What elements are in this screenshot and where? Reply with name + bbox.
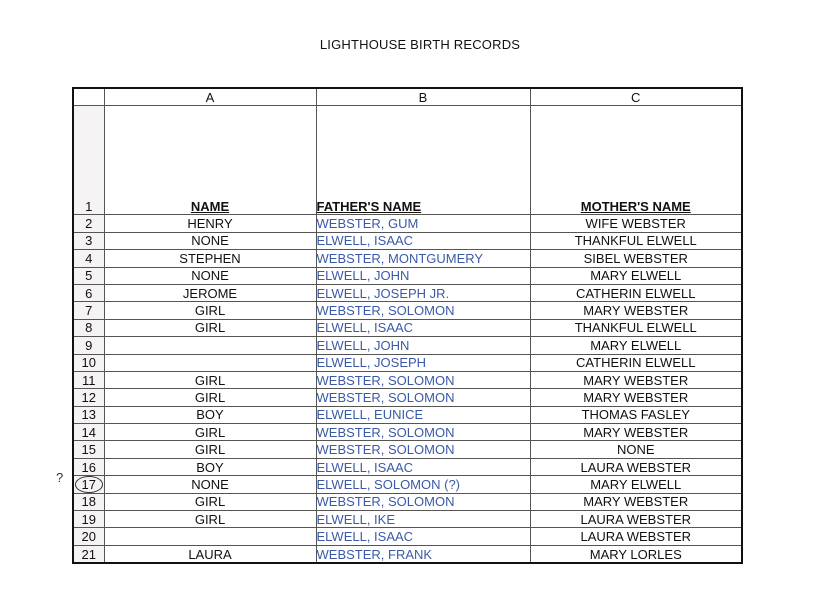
table-row: [73, 476, 742, 493]
name-cell: [104, 337, 316, 354]
row-number: 8: [73, 319, 104, 336]
corner-cell: [73, 88, 104, 106]
mother-name-cell: LAURA WEBSTER: [530, 511, 742, 528]
row-number: 12: [73, 389, 104, 406]
circled-row-number: 17: [75, 476, 103, 493]
table-row: [73, 267, 742, 284]
row-number: 20: [73, 528, 104, 545]
birth-records-table: [72, 87, 743, 564]
table-row: [73, 337, 742, 354]
name-cell: STEPHEN: [104, 250, 316, 267]
name-header: NAME: [190, 199, 230, 215]
name-cell: GIRL: [104, 371, 316, 388]
table-row: [73, 389, 742, 406]
row-number: 18: [73, 493, 104, 510]
father-name-cell: WEBSTER, SOLOMON: [316, 424, 530, 441]
father-name-cell: WEBSTER, FRANK: [316, 545, 530, 563]
row-number: 13: [73, 406, 104, 423]
row-number: 3: [73, 232, 104, 249]
mother-name-cell: THOMAS FASLEY: [530, 406, 742, 423]
name-cell: LAURA: [104, 545, 316, 563]
father-name-cell: ELWELL, ISAAC: [316, 232, 530, 249]
row-number: 4: [73, 250, 104, 267]
father-name-cell: WEBSTER, SOLOMON: [316, 302, 530, 319]
mother-name-cell: MARY ELWELL: [530, 476, 742, 493]
table-row: [73, 441, 742, 458]
father-name-cell: WEBSTER, MONTGUMERY: [316, 250, 530, 267]
mother-name-cell: NONE: [530, 441, 742, 458]
name-cell: GIRL: [104, 319, 316, 336]
column-header-a: A: [104, 88, 316, 106]
table-row: [73, 302, 742, 319]
name-cell: NONE: [104, 476, 316, 493]
mother-name-cell: MARY WEBSTER: [530, 302, 742, 319]
mother-name-cell: MARY WEBSTER: [530, 389, 742, 406]
name-cell: GIRL: [104, 493, 316, 510]
name-header-cell: [104, 106, 316, 215]
mother-name-cell: CATHERIN ELWELL: [530, 354, 742, 371]
father-name-cell: ELWELL, IKE: [316, 511, 530, 528]
father-name-cell: WEBSTER, SOLOMON: [316, 441, 530, 458]
mother-header: MOTHER'S NAME: [580, 199, 691, 215]
table-row: [73, 528, 742, 545]
name-cell: NONE: [104, 232, 316, 249]
father-name-cell: WEBSTER, GUM: [316, 215, 530, 232]
mother-name-cell: THANKFUL ELWELL: [530, 232, 742, 249]
row-number: 14: [73, 424, 104, 441]
mother-name-cell: MARY ELWELL: [530, 267, 742, 284]
name-cell: JEROME: [104, 284, 316, 301]
row-number: [73, 476, 104, 493]
father-name-cell: WEBSTER, SOLOMON: [316, 371, 530, 388]
mother-name-cell: CATHERIN ELWELL: [530, 284, 742, 301]
father-name-cell: WEBSTER, SOLOMON: [316, 493, 530, 510]
field-header-row: [73, 106, 742, 215]
name-cell: [104, 528, 316, 545]
table-row: [73, 354, 742, 371]
father-name-cell: ELWELL, JOSEPH JR.: [316, 284, 530, 301]
father-name-cell: WEBSTER, SOLOMON: [316, 389, 530, 406]
mother-name-cell: MARY WEBSTER: [530, 493, 742, 510]
mother-name-cell: MARY LORLES: [530, 545, 742, 563]
row-number: 5: [73, 267, 104, 284]
table-row: [73, 250, 742, 267]
row-number: 10: [73, 354, 104, 371]
row-number: 9: [73, 337, 104, 354]
table-row: [73, 458, 742, 475]
mother-name-cell: MARY WEBSTER: [530, 424, 742, 441]
mother-name-cell: MARY ELWELL: [530, 337, 742, 354]
name-cell: NONE: [104, 267, 316, 284]
table-row: [73, 284, 742, 301]
name-cell: GIRL: [104, 302, 316, 319]
row-number: 2: [73, 215, 104, 232]
mother-name-cell: SIBEL WEBSTER: [530, 250, 742, 267]
father-name-cell: ELWELL, SOLOMON (?): [316, 476, 530, 493]
name-cell: BOY: [104, 458, 316, 475]
row-number: 19: [73, 511, 104, 528]
row-number: 15: [73, 441, 104, 458]
father-name-cell: ELWELL, EUNICE: [316, 406, 530, 423]
father-name-cell: ELWELL, JOHN: [316, 267, 530, 284]
name-cell: GIRL: [104, 389, 316, 406]
name-cell: GIRL: [104, 441, 316, 458]
table-row: [73, 545, 742, 563]
table-row: [73, 493, 742, 510]
column-header-b: B: [316, 88, 530, 106]
table-row: [73, 371, 742, 388]
mother-name-cell: LAURA WEBSTER: [530, 458, 742, 475]
mother-header-cell: [530, 106, 742, 215]
column-header-row: [73, 88, 742, 106]
name-cell: GIRL: [104, 424, 316, 441]
row-number: 1: [73, 106, 104, 215]
mother-name-cell: MARY WEBSTER: [530, 371, 742, 388]
father-header-cell: [316, 106, 530, 215]
mother-name-cell: WIFE WEBSTER: [530, 215, 742, 232]
father-name-cell: ELWELL, ISAAC: [316, 319, 530, 336]
row-number: 7: [73, 302, 104, 319]
father-name-cell: ELWELL, JOSEPH: [316, 354, 530, 371]
father-name-cell: ELWELL, ISAAC: [316, 458, 530, 475]
question-mark-annotation: ?: [56, 470, 64, 485]
column-header-c: C: [530, 88, 742, 106]
name-cell: BOY: [104, 406, 316, 423]
father-name-cell: ELWELL, JOHN: [316, 337, 530, 354]
table-row: [73, 406, 742, 423]
row-number: 21: [73, 545, 104, 563]
name-cell: GIRL: [104, 511, 316, 528]
table-row: [73, 319, 742, 336]
table-row: [73, 424, 742, 441]
table-row: [73, 215, 742, 232]
father-header: FATHER'S NAME: [316, 199, 422, 215]
table-row: [73, 511, 742, 528]
page-title: LIGHTHOUSE BIRTH RECORDS: [319, 37, 521, 52]
father-name-cell: ELWELL, ISAAC: [316, 528, 530, 545]
row-number: 6: [73, 284, 104, 301]
row-number: 16: [73, 458, 104, 475]
name-cell: [104, 354, 316, 371]
table-row: [73, 232, 742, 249]
mother-name-cell: LAURA WEBSTER: [530, 528, 742, 545]
mother-name-cell: THANKFUL ELWELL: [530, 319, 742, 336]
row-number: 11: [73, 371, 104, 388]
name-cell: HENRY: [104, 215, 316, 232]
